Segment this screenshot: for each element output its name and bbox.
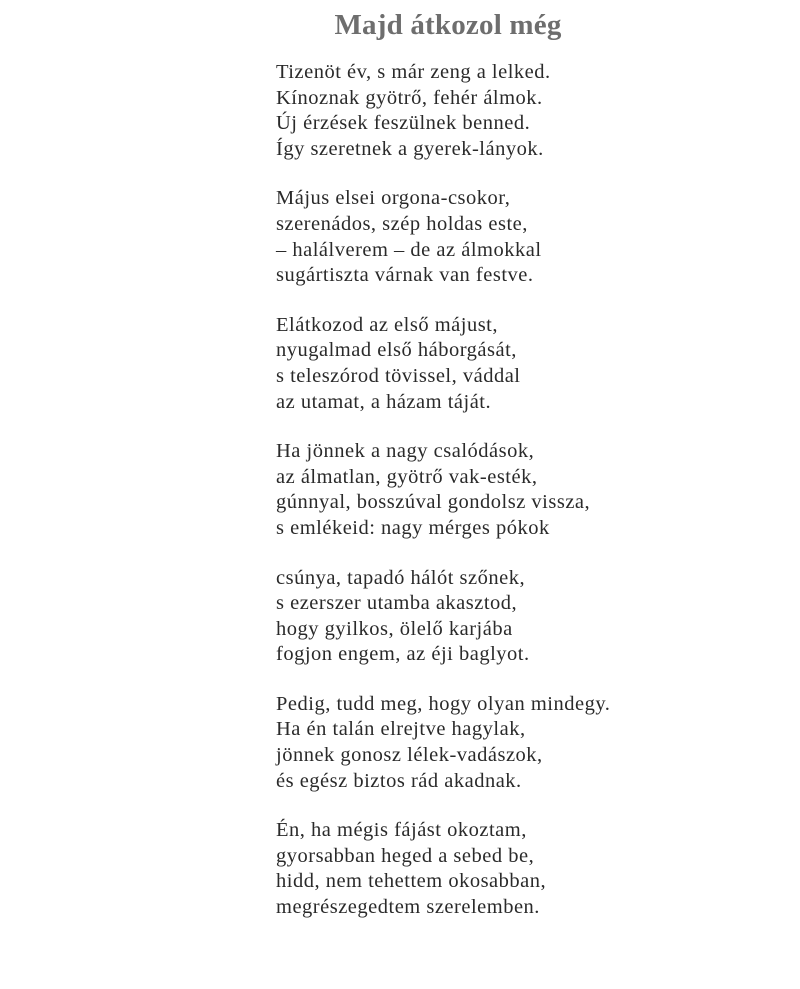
poem-line: s ezerszer utamba akasztod, (276, 592, 518, 615)
poem-line: Pedig, tudd meg, hogy olyan mindegy. (276, 692, 611, 715)
stanza-4 (276, 439, 776, 541)
poem-line: hidd, nem tehettem okosabban, (276, 870, 547, 893)
poem-line: gyorsabban heged a sebed be, (276, 844, 535, 867)
poem-line: Kínoznak gyötrő, fehér álmok. (276, 86, 543, 109)
stanza-7 (276, 818, 776, 920)
stanza-1 (276, 60, 776, 162)
poem-line: megrészegedtem szerelemben. (276, 896, 540, 919)
poem-line: Ha én talán elrejtve hagylak, (276, 718, 526, 741)
poem-line: fogjon engem, az éji baglyot. (276, 643, 530, 666)
poem-line: szerenádos, szép holdas este, (276, 212, 528, 235)
poem-line: az álmatlan, gyötrő vak-esték, (276, 465, 538, 488)
poem-line: s teleszórod tövissel, váddal (276, 364, 521, 387)
poem-line: hogy gyilkos, ölelő karjába (276, 617, 513, 640)
poem-line: és egész biztos rád akadnak. (276, 769, 522, 792)
poem-line: csúnya, tapadó hálót szőnek, (276, 566, 526, 589)
poem-line: Elátkozod az első májust, (276, 313, 498, 336)
poem-line: s emlékeid: nagy mérges pókok (276, 516, 550, 539)
stanza-2 (276, 186, 776, 288)
poem-line: Ha jönnek a nagy csalódások, (276, 440, 535, 463)
poem-line: gúnnyal, bosszúval gondolsz vissza, (276, 491, 591, 514)
poem-line: az utamat, a házam táját. (276, 390, 492, 413)
poem-body (276, 60, 776, 921)
poem-line: nyugalmad első háborgását, (276, 339, 517, 362)
poem-line: jönnek gonosz lélek-vadászok, (276, 744, 543, 767)
poem-line: Én, ha mégis fájást okoztam, (276, 819, 527, 842)
poem-line: Új érzések feszülnek benned. (276, 112, 531, 135)
poem-line: Így szeretnek a gyerek-lányok. (276, 137, 544, 160)
poem-line: Május elsei orgona-csokor, (276, 187, 511, 210)
stanza-6 (276, 692, 776, 794)
stanza-3 (276, 313, 776, 415)
poem-line: sugártiszta várnak van festve. (276, 264, 534, 287)
poem-line: – halálverem – de az álmokkal (276, 238, 542, 261)
poem-title: Majd átkozol még (334, 9, 562, 41)
poem-line: Tizenöt év, s már zeng a lelked. (276, 61, 551, 83)
stanza-5 (276, 566, 776, 668)
